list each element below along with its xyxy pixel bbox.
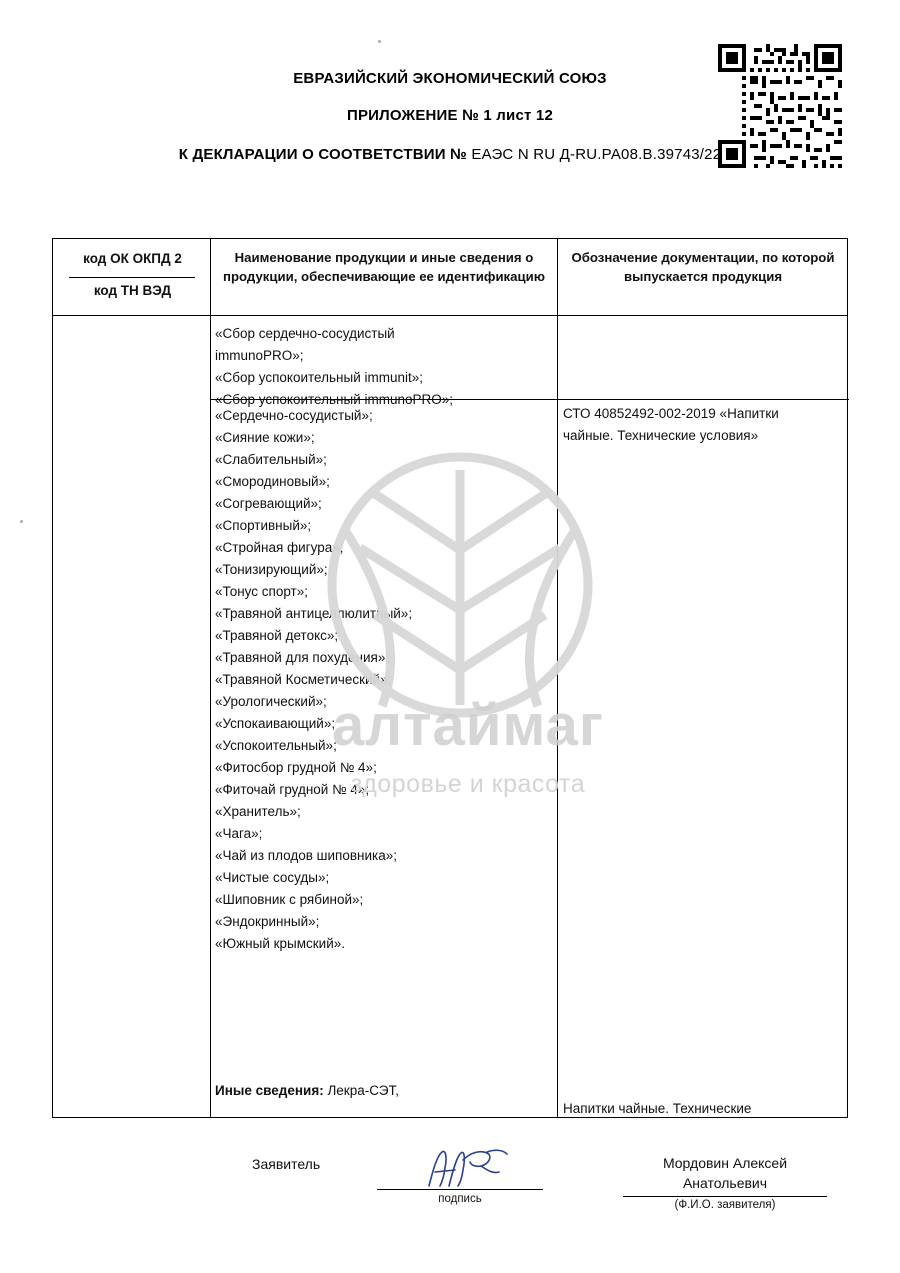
product-name-item: «Согревающий»; <box>215 496 322 511</box>
table-column-divider-1 <box>210 239 211 1117</box>
product-name-item: «Южный крымский». <box>215 936 346 951</box>
table-cell-names-row2 <box>215 405 551 955</box>
applicant-name-line1: Мордовин Алексей <box>662 1155 788 1171</box>
product-name-item: «Успокаивающий»; <box>215 716 336 731</box>
watermark-subtext: здоровье и красота <box>350 770 586 798</box>
product-name-item: «Успокоительный»; <box>215 738 337 753</box>
stray-mark <box>378 40 381 43</box>
product-name-item: «Урологический»; <box>215 694 327 709</box>
product-name-item: «Сбор сердечно-сосудистый <box>215 326 395 341</box>
document-footer <box>0 1148 900 1238</box>
product-name-item: «Сбор успокоительный immunoPRO»; <box>215 391 454 407</box>
stray-mark <box>20 520 23 523</box>
watermark-text: алтаймаг <box>332 693 604 758</box>
table-column-divider-2 <box>557 239 558 1117</box>
product-name-item: «Смородиновый»; <box>215 474 330 489</box>
other-info-value: Лекра-СЭТ, <box>323 1083 400 1098</box>
table-header-documentation: Обозначение документации, по которой выпускается продукция <box>571 250 835 285</box>
document-header <box>0 70 900 163</box>
product-name-item: «Чистые сосуды»; <box>215 870 330 885</box>
header-line-union: ЕВРАЗИЙСКИЙ ЭКОНОМИЧЕСКИЙ СОЮЗ <box>293 70 607 87</box>
product-table <box>52 238 848 1118</box>
header-line-declaration <box>0 146 900 163</box>
other-info-label: Иные сведения: <box>215 1083 324 1098</box>
product-name-item: «Хранитель»; <box>215 804 301 819</box>
table-header-okpd: код ОК ОКПД 2 <box>83 251 182 266</box>
product-name-item: «Спортивный»; <box>215 518 312 533</box>
product-name-item: «Травяной антицеллюлитный»; <box>215 606 413 621</box>
product-name-item: «Стройная фигура»; <box>215 540 344 555</box>
documentation-line: СТО 40852492-002-2019 «Напитки <box>563 406 779 421</box>
product-name-item: «Чага»; <box>215 826 263 841</box>
table-cell-names-row1 <box>215 323 551 410</box>
applicant-name-line2: Анатольевич <box>682 1175 768 1192</box>
documentation-line: чайные. Технические условия» <box>563 427 759 443</box>
product-name-item: «Тонизирующий»; <box>215 562 328 577</box>
table-header-tnved: код ТН ВЭД <box>93 283 172 298</box>
table-header-product-name: Наименование продукции и иные сведения о продукции, обеспечивающие ее идентификацию <box>223 250 545 285</box>
product-name-item: «Слабительный»; <box>215 452 327 467</box>
table-header-code-divider <box>69 277 195 278</box>
signature-line <box>377 1189 543 1190</box>
product-name-item: «Травяной Косметический»; <box>215 672 392 687</box>
applicant-name-underline <box>623 1196 827 1197</box>
signature-mark <box>415 1146 525 1192</box>
product-name-item: «Чай из плодов шиповника»; <box>215 848 397 863</box>
signature-caption: подпись <box>438 1193 482 1205</box>
product-name-item: «Сердечно-сосудистый»; <box>215 408 373 423</box>
product-name-item: «Шиповник с рябиной»; <box>215 892 364 907</box>
applicant-name-caption: (Ф.И.О. заявителя) <box>674 1199 776 1211</box>
applicant-label: Заявитель <box>252 1156 321 1172</box>
product-name-item: «Фиточай грудной № 4»; <box>215 782 370 797</box>
product-name-item: «Сбор успокоительный immunit»; <box>215 369 423 385</box>
declaration-label: К ДЕКЛАРАЦИИ О СООТВЕТСТВИИ № <box>178 146 467 163</box>
product-name-item: «Фитосбор грудной № 4»; <box>215 760 377 775</box>
product-name-item: «Сияние кожи»; <box>215 430 315 445</box>
product-name-item: «Тонус спорт»; <box>215 584 308 599</box>
table-cell-documentation-bottom: Напитки чайные. Технические <box>563 1101 752 1116</box>
table-cell-documentation <box>563 403 845 446</box>
header-line-appendix: ПРИЛОЖЕНИЕ № 1 лист 12 <box>347 107 553 124</box>
table-cell-other-info <box>215 1083 551 1098</box>
applicant-name <box>612 1153 838 1194</box>
declaration-number: ЕАЭС N RU Д-RU.РА08.В.39743/22 <box>471 146 722 163</box>
product-name-item: «Эндокринный»; <box>215 914 320 929</box>
product-name-item: «Травяной детокс»; <box>215 628 339 643</box>
product-name-item: immunoPRO»; <box>215 347 304 363</box>
product-name-item: «Травяной для похудения»; <box>215 650 390 665</box>
table-header-divider <box>53 315 847 316</box>
